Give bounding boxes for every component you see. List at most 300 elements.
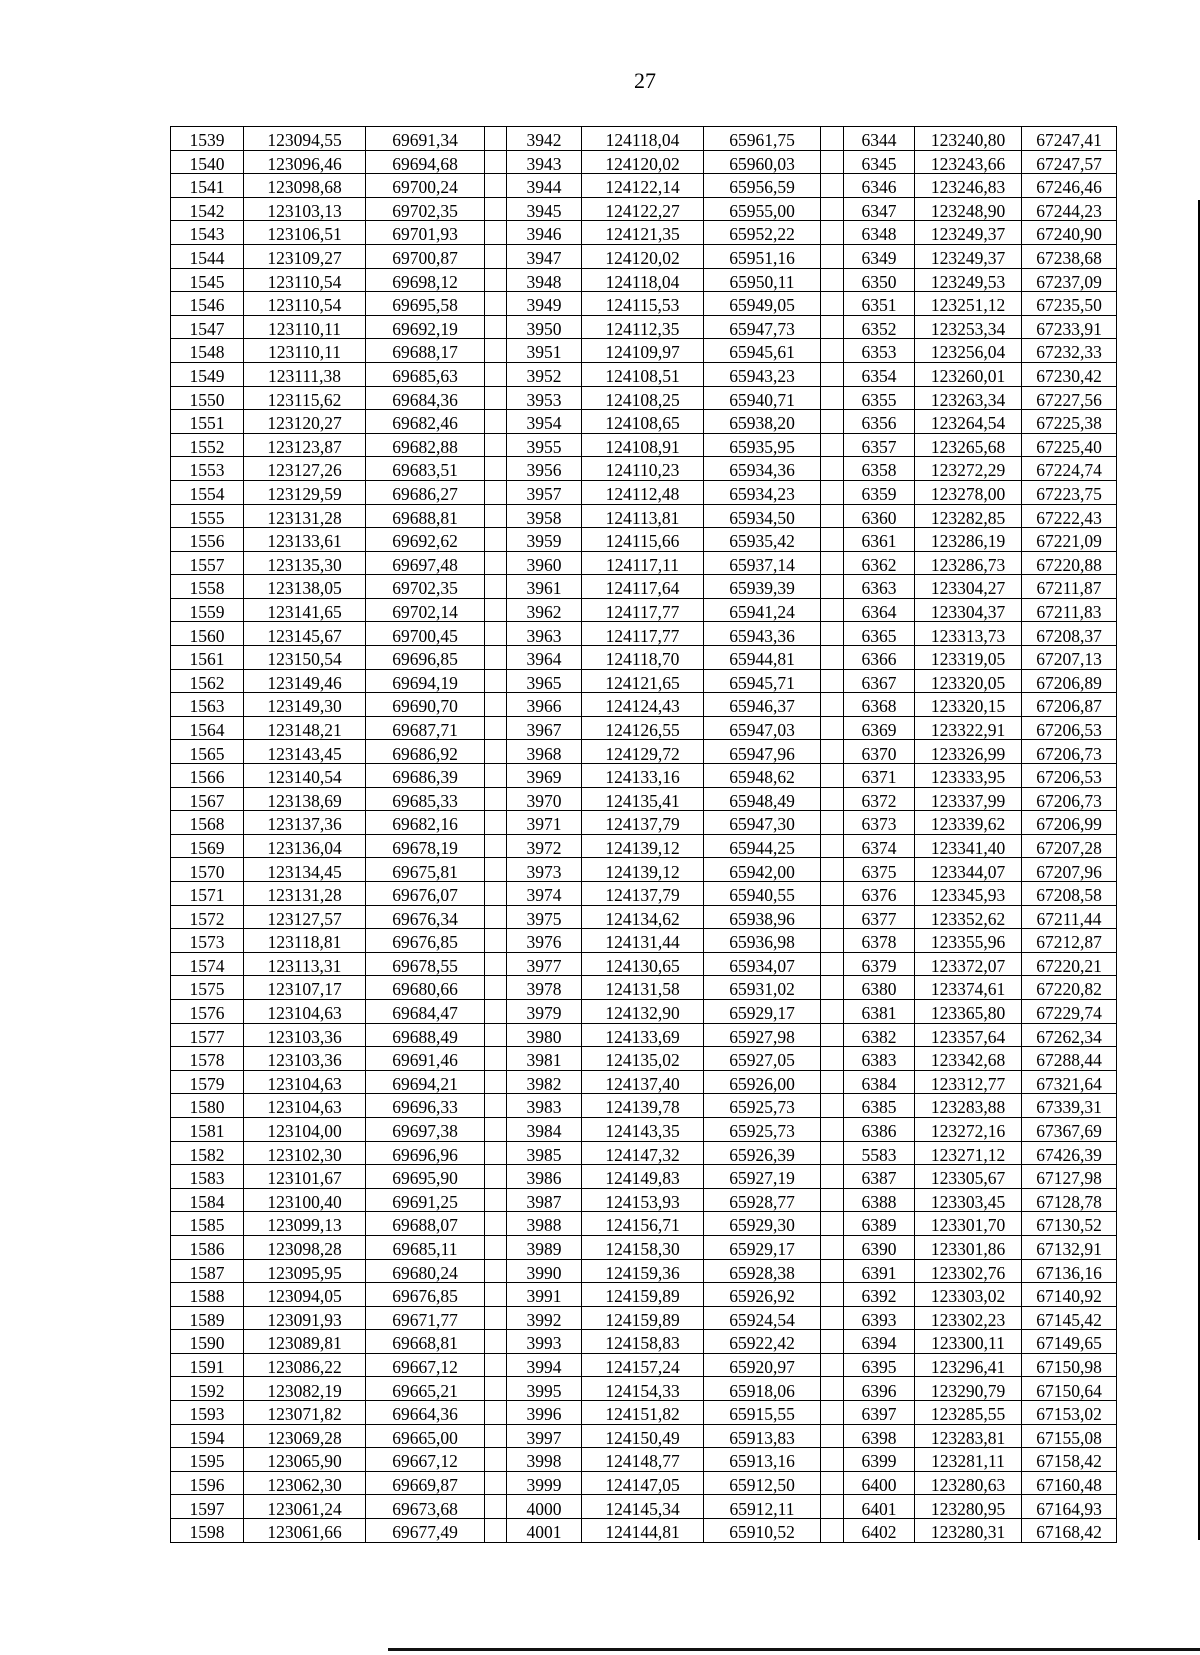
- point-number-cell: 6387: [844, 1165, 915, 1189]
- x-coordinate-cell: 124115,53: [582, 292, 704, 316]
- y-coordinate-cell: 67247,41: [1022, 127, 1117, 151]
- point-number-cell: 6366: [844, 646, 915, 670]
- table-row: [171, 598, 1117, 622]
- spacer-cell: [821, 1070, 844, 1094]
- point-number-cell: 3978: [507, 976, 582, 1000]
- x-coordinate-cell: 123302,76: [915, 1259, 1022, 1283]
- y-coordinate-cell: 67160,48: [1022, 1471, 1117, 1495]
- point-number-cell: 3942: [507, 127, 582, 151]
- spacer-cell: [485, 811, 507, 835]
- spacer-cell: [485, 952, 507, 976]
- point-number-cell: 6369: [844, 716, 915, 740]
- y-coordinate-cell: 69694,68: [366, 150, 485, 174]
- x-coordinate-cell: 124120,02: [582, 244, 704, 268]
- table-row: [171, 221, 1117, 245]
- x-coordinate-cell: 123320,05: [915, 669, 1022, 693]
- spacer-cell: [485, 1519, 507, 1543]
- y-coordinate-cell: 67225,38: [1022, 410, 1117, 434]
- table-row: [171, 976, 1117, 1000]
- point-number-cell: 6399: [844, 1448, 915, 1472]
- x-coordinate-cell: 124108,25: [582, 386, 704, 410]
- x-coordinate-cell: 123118,81: [244, 929, 366, 953]
- y-coordinate-cell: 67207,13: [1022, 646, 1117, 670]
- spacer-cell: [821, 1117, 844, 1141]
- spacer-cell: [821, 433, 844, 457]
- point-number-cell: 1557: [171, 551, 244, 575]
- y-coordinate-cell: 67145,42: [1022, 1306, 1117, 1330]
- spacer-cell: [485, 339, 507, 363]
- x-coordinate-cell: 123282,85: [915, 504, 1022, 528]
- y-coordinate-cell: 69685,63: [366, 362, 485, 386]
- point-number-cell: 6372: [844, 787, 915, 811]
- x-coordinate-cell: 124109,97: [582, 339, 704, 363]
- y-coordinate-cell: 65924,54: [704, 1306, 821, 1330]
- spacer-cell: [821, 221, 844, 245]
- x-coordinate-cell: 123271,12: [915, 1141, 1022, 1165]
- table-row: [171, 669, 1117, 693]
- table-row: [171, 787, 1117, 811]
- y-coordinate-cell: 67128,78: [1022, 1188, 1117, 1212]
- x-coordinate-cell: 123104,00: [244, 1117, 366, 1141]
- x-coordinate-cell: 123149,46: [244, 669, 366, 693]
- x-coordinate-cell: 123150,54: [244, 646, 366, 670]
- y-coordinate-cell: 67155,08: [1022, 1424, 1117, 1448]
- x-coordinate-cell: 123104,63: [244, 999, 366, 1023]
- table-row: [171, 622, 1117, 646]
- point-number-cell: 6352: [844, 315, 915, 339]
- point-number-cell: 6397: [844, 1401, 915, 1425]
- point-number-cell: 6376: [844, 882, 915, 906]
- table-row: [171, 480, 1117, 504]
- y-coordinate-cell: 65940,71: [704, 386, 821, 410]
- spacer-cell: [485, 292, 507, 316]
- y-coordinate-cell: 65947,03: [704, 716, 821, 740]
- x-coordinate-cell: 124156,71: [582, 1212, 704, 1236]
- y-coordinate-cell: 67230,42: [1022, 362, 1117, 386]
- point-number-cell: 1542: [171, 197, 244, 221]
- y-coordinate-cell: 69685,33: [366, 787, 485, 811]
- y-coordinate-cell: 69702,14: [366, 598, 485, 622]
- x-coordinate-cell: 124108,91: [582, 433, 704, 457]
- x-coordinate-cell: 123141,65: [244, 598, 366, 622]
- table-row: [171, 1283, 1117, 1307]
- table-row: [171, 292, 1117, 316]
- x-coordinate-cell: 123344,07: [915, 858, 1022, 882]
- x-coordinate-cell: 123253,34: [915, 315, 1022, 339]
- spacer-cell: [821, 646, 844, 670]
- point-number-cell: 3963: [507, 622, 582, 646]
- point-number-cell: 3955: [507, 433, 582, 457]
- point-number-cell: 3943: [507, 150, 582, 174]
- spacer-cell: [821, 1212, 844, 1236]
- point-number-cell: 3945: [507, 197, 582, 221]
- point-number-cell: 1553: [171, 457, 244, 481]
- y-coordinate-cell: 65955,00: [704, 197, 821, 221]
- x-coordinate-cell: 124158,83: [582, 1330, 704, 1354]
- x-coordinate-cell: 124112,48: [582, 480, 704, 504]
- x-coordinate-cell: 123300,11: [915, 1330, 1022, 1354]
- table-row: [171, 457, 1117, 481]
- point-number-cell: 3973: [507, 858, 582, 882]
- y-coordinate-cell: 65926,00: [704, 1070, 821, 1094]
- x-coordinate-cell: 123286,73: [915, 551, 1022, 575]
- point-number-cell: 6375: [844, 858, 915, 882]
- spacer-cell: [821, 976, 844, 1000]
- spacer-cell: [485, 457, 507, 481]
- point-number-cell: 1591: [171, 1353, 244, 1377]
- x-coordinate-cell: 123143,45: [244, 740, 366, 764]
- x-coordinate-cell: 123129,59: [244, 480, 366, 504]
- x-coordinate-cell: 123101,67: [244, 1165, 366, 1189]
- point-number-cell: 3983: [507, 1094, 582, 1118]
- y-coordinate-cell: 69682,46: [366, 410, 485, 434]
- y-coordinate-cell: 65927,05: [704, 1047, 821, 1071]
- y-coordinate-cell: 65937,14: [704, 551, 821, 575]
- x-coordinate-cell: 124147,05: [582, 1471, 704, 1495]
- y-coordinate-cell: 69682,88: [366, 433, 485, 457]
- table-row: [171, 834, 1117, 858]
- x-coordinate-cell: 124122,14: [582, 174, 704, 198]
- spacer-cell: [821, 1141, 844, 1165]
- x-coordinate-cell: 124117,77: [582, 622, 704, 646]
- spacer-cell: [485, 716, 507, 740]
- x-coordinate-cell: 123305,67: [915, 1165, 1022, 1189]
- table-row: [171, 575, 1117, 599]
- point-number-cell: 3949: [507, 292, 582, 316]
- point-number-cell: 3947: [507, 244, 582, 268]
- x-coordinate-cell: 123131,28: [244, 882, 366, 906]
- point-number-cell: 1572: [171, 905, 244, 929]
- point-number-cell: 3951: [507, 339, 582, 363]
- y-coordinate-cell: 67321,64: [1022, 1070, 1117, 1094]
- point-number-cell: 6365: [844, 622, 915, 646]
- point-number-cell: 6355: [844, 386, 915, 410]
- x-coordinate-cell: 123278,00: [915, 480, 1022, 504]
- x-coordinate-cell: 123256,04: [915, 339, 1022, 363]
- y-coordinate-cell: 67223,75: [1022, 480, 1117, 504]
- y-coordinate-cell: 69694,19: [366, 669, 485, 693]
- table-row: [171, 929, 1117, 953]
- table-row: [171, 1141, 1117, 1165]
- point-number-cell: 1549: [171, 362, 244, 386]
- y-coordinate-cell: 65925,73: [704, 1117, 821, 1141]
- y-coordinate-cell: 65912,50: [704, 1471, 821, 1495]
- point-number-cell: 6359: [844, 480, 915, 504]
- table-row: [171, 1259, 1117, 1283]
- point-number-cell: 1551: [171, 410, 244, 434]
- x-coordinate-cell: 123094,05: [244, 1283, 366, 1307]
- y-coordinate-cell: 65934,07: [704, 952, 821, 976]
- y-coordinate-cell: 65928,38: [704, 1259, 821, 1283]
- x-coordinate-cell: 124157,24: [582, 1353, 704, 1377]
- table-row: [171, 339, 1117, 363]
- y-coordinate-cell: 67207,96: [1022, 858, 1117, 882]
- x-coordinate-cell: 123326,99: [915, 740, 1022, 764]
- y-coordinate-cell: 65951,16: [704, 244, 821, 268]
- x-coordinate-cell: 123104,63: [244, 1094, 366, 1118]
- point-number-cell: 3979: [507, 999, 582, 1023]
- spacer-cell: [485, 1070, 507, 1094]
- y-coordinate-cell: 69697,48: [366, 551, 485, 575]
- y-coordinate-cell: 69676,85: [366, 929, 485, 953]
- spacer-cell: [485, 1448, 507, 1472]
- point-number-cell: 6388: [844, 1188, 915, 1212]
- point-number-cell: 3952: [507, 362, 582, 386]
- spacer-cell: [821, 1306, 844, 1330]
- spacer-cell: [485, 1259, 507, 1283]
- coordinates-table: [170, 126, 1117, 1543]
- y-coordinate-cell: 65913,16: [704, 1448, 821, 1472]
- point-number-cell: 3990: [507, 1259, 582, 1283]
- x-coordinate-cell: 124145,34: [582, 1495, 704, 1519]
- spacer-cell: [485, 575, 507, 599]
- y-coordinate-cell: 67262,34: [1022, 1023, 1117, 1047]
- y-coordinate-cell: 65934,23: [704, 480, 821, 504]
- x-coordinate-cell: 123304,27: [915, 575, 1022, 599]
- y-coordinate-cell: 67130,52: [1022, 1212, 1117, 1236]
- point-number-cell: 3982: [507, 1070, 582, 1094]
- x-coordinate-cell: 124134,62: [582, 905, 704, 929]
- y-coordinate-cell: 65913,83: [704, 1424, 821, 1448]
- x-coordinate-cell: 123062,30: [244, 1471, 366, 1495]
- point-number-cell: 6373: [844, 811, 915, 835]
- spacer-cell: [485, 150, 507, 174]
- y-coordinate-cell: 67224,74: [1022, 457, 1117, 481]
- point-number-cell: 3954: [507, 410, 582, 434]
- x-coordinate-cell: 124118,04: [582, 268, 704, 292]
- point-number-cell: 1545: [171, 268, 244, 292]
- point-number-cell: 6394: [844, 1330, 915, 1354]
- table-row: [171, 811, 1117, 835]
- x-coordinate-cell: 123265,68: [915, 433, 1022, 457]
- spacer-cell: [485, 1212, 507, 1236]
- point-number-cell: 3944: [507, 174, 582, 198]
- y-coordinate-cell: 65926,92: [704, 1283, 821, 1307]
- y-coordinate-cell: 65934,36: [704, 457, 821, 481]
- x-coordinate-cell: 123372,07: [915, 952, 1022, 976]
- y-coordinate-cell: 69694,21: [366, 1070, 485, 1094]
- y-coordinate-cell: 69700,24: [366, 174, 485, 198]
- point-number-cell: 6400: [844, 1471, 915, 1495]
- y-coordinate-cell: 65929,30: [704, 1212, 821, 1236]
- y-coordinate-cell: 65928,77: [704, 1188, 821, 1212]
- spacer-cell: [821, 740, 844, 764]
- x-coordinate-cell: 123345,93: [915, 882, 1022, 906]
- x-coordinate-cell: 123138,05: [244, 575, 366, 599]
- point-number-cell: 3992: [507, 1306, 582, 1330]
- point-number-cell: 6357: [844, 433, 915, 457]
- spacer-cell: [821, 622, 844, 646]
- point-number-cell: 3974: [507, 882, 582, 906]
- table-row: [171, 764, 1117, 788]
- point-number-cell: 1590: [171, 1330, 244, 1354]
- point-number-cell: 1580: [171, 1094, 244, 1118]
- y-coordinate-cell: 69691,25: [366, 1188, 485, 1212]
- spacer-cell: [485, 127, 507, 151]
- point-number-cell: 6358: [844, 457, 915, 481]
- point-number-cell: 1540: [171, 150, 244, 174]
- x-coordinate-cell: 123312,77: [915, 1070, 1022, 1094]
- y-coordinate-cell: 69702,35: [366, 575, 485, 599]
- table-row: [171, 1448, 1117, 1472]
- spacer-cell: [485, 410, 507, 434]
- point-number-cell: 6382: [844, 1023, 915, 1047]
- y-coordinate-cell: 67232,33: [1022, 339, 1117, 363]
- x-coordinate-cell: 124117,11: [582, 551, 704, 575]
- point-number-cell: 1544: [171, 244, 244, 268]
- x-coordinate-cell: 123272,29: [915, 457, 1022, 481]
- point-number-cell: 1579: [171, 1070, 244, 1094]
- table-row: [171, 127, 1117, 151]
- x-coordinate-cell: 124133,16: [582, 764, 704, 788]
- x-coordinate-cell: 124150,49: [582, 1424, 704, 1448]
- y-coordinate-cell: 69667,12: [366, 1353, 485, 1377]
- point-number-cell: 3996: [507, 1401, 582, 1425]
- spacer-cell: [821, 197, 844, 221]
- point-number-cell: 6368: [844, 693, 915, 717]
- x-coordinate-cell: 124124,43: [582, 693, 704, 717]
- point-number-cell: 1589: [171, 1306, 244, 1330]
- x-coordinate-cell: 123094,55: [244, 127, 366, 151]
- y-coordinate-cell: 65938,96: [704, 905, 821, 929]
- spacer-cell: [485, 858, 507, 882]
- spacer-cell: [821, 929, 844, 953]
- y-coordinate-cell: 69696,85: [366, 646, 485, 670]
- y-coordinate-cell: 67206,99: [1022, 811, 1117, 835]
- y-coordinate-cell: 67222,43: [1022, 504, 1117, 528]
- point-number-cell: 3962: [507, 598, 582, 622]
- point-number-cell: 3975: [507, 905, 582, 929]
- spacer-cell: [485, 669, 507, 693]
- point-number-cell: 1543: [171, 221, 244, 245]
- point-number-cell: 1598: [171, 1519, 244, 1543]
- x-coordinate-cell: 123272,16: [915, 1117, 1022, 1141]
- y-coordinate-cell: 65929,17: [704, 999, 821, 1023]
- point-number-cell: 1550: [171, 386, 244, 410]
- table-row: [171, 1330, 1117, 1354]
- x-coordinate-cell: 123071,82: [244, 1401, 366, 1425]
- x-coordinate-cell: 123302,23: [915, 1306, 1022, 1330]
- spacer-cell: [821, 268, 844, 292]
- x-coordinate-cell: 123103,36: [244, 1023, 366, 1047]
- x-coordinate-cell: 123243,66: [915, 150, 1022, 174]
- point-number-cell: 3989: [507, 1235, 582, 1259]
- y-coordinate-cell: 69686,39: [366, 764, 485, 788]
- x-coordinate-cell: 124159,89: [582, 1283, 704, 1307]
- point-number-cell: 3969: [507, 764, 582, 788]
- point-number-cell: 1578: [171, 1047, 244, 1071]
- y-coordinate-cell: 69691,34: [366, 127, 485, 151]
- x-coordinate-cell: 123303,45: [915, 1188, 1022, 1212]
- y-coordinate-cell: 65943,36: [704, 622, 821, 646]
- x-coordinate-cell: 123111,38: [244, 362, 366, 386]
- y-coordinate-cell: 65920,97: [704, 1353, 821, 1377]
- point-number-cell: 3981: [507, 1047, 582, 1071]
- y-coordinate-cell: 65948,49: [704, 787, 821, 811]
- x-coordinate-cell: 123319,05: [915, 646, 1022, 670]
- point-number-cell: 3991: [507, 1283, 582, 1307]
- spacer-cell: [485, 1401, 507, 1425]
- spacer-cell: [485, 882, 507, 906]
- x-coordinate-cell: 124131,58: [582, 976, 704, 1000]
- table-row: [171, 693, 1117, 717]
- point-number-cell: 3964: [507, 646, 582, 670]
- point-number-cell: 1584: [171, 1188, 244, 1212]
- x-coordinate-cell: 124113,81: [582, 504, 704, 528]
- point-number-cell: 3988: [507, 1212, 582, 1236]
- spacer-cell: [821, 1519, 844, 1543]
- x-coordinate-cell: 123061,24: [244, 1495, 366, 1519]
- y-coordinate-cell: 69680,66: [366, 976, 485, 1000]
- spacer-cell: [485, 1495, 507, 1519]
- spacer-cell: [485, 1141, 507, 1165]
- point-number-cell: 1568: [171, 811, 244, 835]
- y-coordinate-cell: 67227,56: [1022, 386, 1117, 410]
- spacer-cell: [821, 315, 844, 339]
- y-coordinate-cell: 67208,58: [1022, 882, 1117, 906]
- x-coordinate-cell: 123110,11: [244, 339, 366, 363]
- spacer-cell: [821, 127, 844, 151]
- spacer-cell: [821, 1165, 844, 1189]
- x-coordinate-cell: 123283,81: [915, 1424, 1022, 1448]
- x-coordinate-cell: 124139,12: [582, 858, 704, 882]
- x-coordinate-cell: 123264,54: [915, 410, 1022, 434]
- y-coordinate-cell: 65940,55: [704, 882, 821, 906]
- table-row: [171, 528, 1117, 552]
- point-number-cell: 3986: [507, 1165, 582, 1189]
- point-number-cell: 6362: [844, 551, 915, 575]
- x-coordinate-cell: 123100,40: [244, 1188, 366, 1212]
- y-coordinate-cell: 65950,11: [704, 268, 821, 292]
- x-coordinate-cell: 124120,02: [582, 150, 704, 174]
- x-coordinate-cell: 124154,33: [582, 1377, 704, 1401]
- x-coordinate-cell: 123280,31: [915, 1519, 1022, 1543]
- point-number-cell: 6350: [844, 268, 915, 292]
- x-coordinate-cell: 123131,28: [244, 504, 366, 528]
- spacer-cell: [485, 693, 507, 717]
- y-coordinate-cell: 65948,62: [704, 764, 821, 788]
- x-coordinate-cell: 123089,81: [244, 1330, 366, 1354]
- spacer-cell: [485, 1047, 507, 1071]
- spacer-cell: [485, 197, 507, 221]
- x-coordinate-cell: 123249,37: [915, 221, 1022, 245]
- point-number-cell: 3998: [507, 1448, 582, 1472]
- point-number-cell: 1558: [171, 575, 244, 599]
- table-row: [171, 1495, 1117, 1519]
- table-row: [171, 150, 1117, 174]
- y-coordinate-cell: 65927,19: [704, 1165, 821, 1189]
- point-number-cell: 6363: [844, 575, 915, 599]
- point-number-cell: 4001: [507, 1519, 582, 1543]
- x-coordinate-cell: 124149,83: [582, 1165, 704, 1189]
- point-number-cell: 1594: [171, 1424, 244, 1448]
- y-coordinate-cell: 65926,39: [704, 1141, 821, 1165]
- page-number: 27: [634, 68, 656, 93]
- x-coordinate-cell: 123357,64: [915, 1023, 1022, 1047]
- spacer-cell: [485, 1283, 507, 1307]
- y-coordinate-cell: 65922,42: [704, 1330, 821, 1354]
- x-coordinate-cell: 123283,88: [915, 1094, 1022, 1118]
- point-number-cell: 1588: [171, 1283, 244, 1307]
- y-coordinate-cell: 67211,87: [1022, 575, 1117, 599]
- y-coordinate-cell: 69688,81: [366, 504, 485, 528]
- x-coordinate-cell: 123127,57: [244, 905, 366, 929]
- x-coordinate-cell: 123246,83: [915, 174, 1022, 198]
- table-row: [171, 646, 1117, 670]
- y-coordinate-cell: 69688,49: [366, 1023, 485, 1047]
- point-number-cell: 6364: [844, 598, 915, 622]
- y-coordinate-cell: 69671,77: [366, 1306, 485, 1330]
